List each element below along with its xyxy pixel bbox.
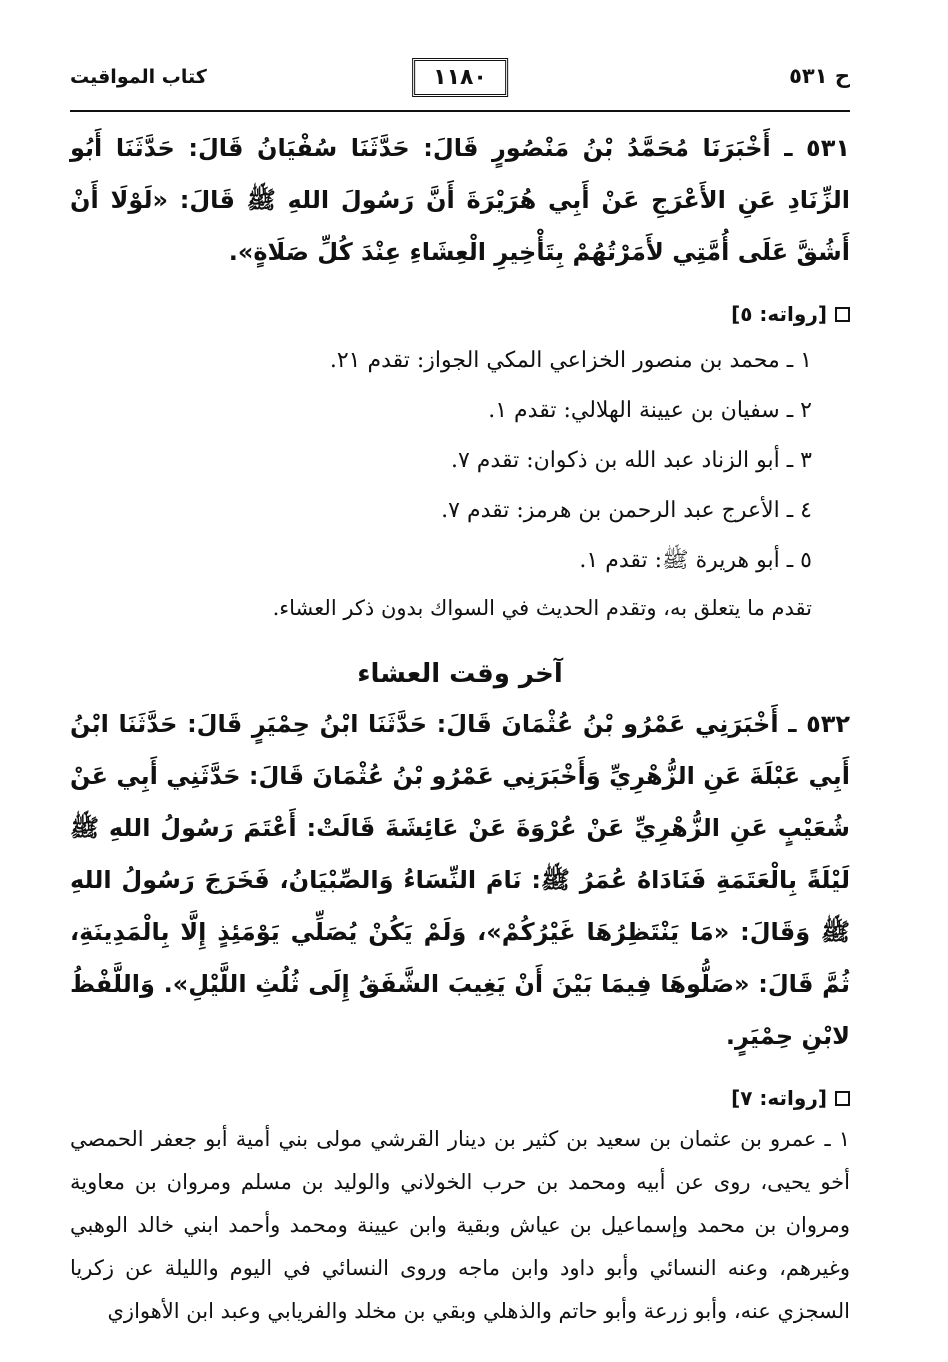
narrators-heading-label: [رواته: ٧] xyxy=(731,1086,827,1110)
hadith-532 xyxy=(70,698,850,1062)
section-title: آخر وقت العشاء xyxy=(357,659,563,689)
page-number: ١١٨٠ xyxy=(412,58,508,97)
list-item: ٣ ـ أبو الزناد عبد الله بن ذكوان: تقدم ٧. xyxy=(450,448,812,473)
narrators-heading xyxy=(70,1080,850,1116)
narrators-heading xyxy=(70,296,850,332)
list-item: ٥ ـ أبو هريرة ﷺ: تقدم ١. xyxy=(579,548,812,573)
narrator-biography: ١ ـ عمرو بن عثمان بن سعيد بن كثير بن دينار القرشي مولى بني أمية أبو جعفر الحمصي أخو يحيى، روى عن أبيه ومحمد بن حرب الخولاني والوليد بن مسلم ومروان بن معاوية ومروان بن محمد وإسماعيل بن عياش وبقية وابن عيينة ومحمد وأحمد ابني خالد الوهبي وغيرهم، وعنه النسائي وأبو داود وابن ماجه وروى النسائي في اليوم والليلة عن زكريا السجزي عنه، وأبو زرعة وأبو حاتم والذهلي وبقي بن مخلد والفريابي وعبد ابن الأهوازي xyxy=(70,1127,850,1323)
narrators-heading-label: [رواته: ٥] xyxy=(731,302,827,326)
square-bullet-icon xyxy=(835,1091,850,1106)
list-item: ٢ ـ سفيان بن عيينة الهلالي: تقدم ١. xyxy=(488,398,812,423)
narrators-list xyxy=(70,336,850,586)
hadith-text: أَخْبَرَنِي عَمْرُو بْنُ عُثْمَانَ قَالَ: حَدَّثَنَا ابْنُ حِمْيَرٍ قَالَ: حَدَّثَنَا ابْنُ أَبِي عَبْلَةَ عَنِ الزُّهْرِيِّ وَأَخْبَرَنِي عَمْرُو بْنُ عُثْمَانَ قَالَ: حَدَّثَنِي أَبِي عَنْ شُعَيْبٍ عَنِ الزُّهْرِيِّ عَنْ عُرْوَةَ عَنْ عَائِشَةَ قَالَتْ: أَعْتَمَ رَسُولُ اللهِ ﷺ لَيْلَةً بِالْعَتَمَةِ فَنَادَاهُ عُمَرُ ﷺ: نَامَ النِّسَاءُ وَالصِّبْيَانُ، فَخَرَجَ رَسُولُ اللهِ ﷺ وَقَالَ: «مَا يَنْتَظِرُهَا غَيْرُكُمْ»، وَلَمْ يَكُنْ يُصَلِّي يَوْمَئِذٍ إِلَّا بِالْمَدِينَةِ، ثُمَّ قَالَ: «صَلُّوهَا فِيمَا بَيْنَ أَنْ يَغِيبَ الشَّفَقُ إِلَى ثُلُثِ اللَّيْلِ». وَاللَّفْظُ لابْنِ حِمْيَرٍ. xyxy=(70,710,850,1050)
page-header xyxy=(70,52,850,112)
list-item: ١ ـ محمد بن منصور الخزاعي المكي الجواز: تقدم ٢١. xyxy=(329,348,812,373)
narrators-note: تقدم ما يتعلق به، وتقدم الحديث في السواك بدون ذكر العشاء. xyxy=(272,596,812,620)
list-item: ٤ ـ الأعرج عبد الرحمن بن هرمز: تقدم ٧. xyxy=(441,498,812,523)
hadith-531 xyxy=(70,122,850,278)
hadith-text: أَخْبَرَنَا مُحَمَّدُ بْنُ مَنْصُورٍ قَالَ: حَدَّثَنَا سُفْيَانُ قَالَ: حَدَّثَنَا أَبُو الزِّنَادِ عَنِ الأَعْرَجِ عَنْ أَبِي هُرَيْرَةَ أَنَّ رَسُولَ اللهِ ﷺ قَالَ: «لَوْلَا أَنْ أَشُقَّ عَلَى أُمَّتِي لأَمَرْتُهُمْ بِتَأْخِيرِ الْعِشَاءِ عِنْدَ كُلِّ صَلَاةٍ». xyxy=(70,134,850,266)
hadith-number: ٥٣١ ـ xyxy=(784,134,850,162)
hadith-number: ٥٣٢ ـ xyxy=(788,710,851,738)
book-page xyxy=(70,52,850,1333)
book-title: كتاب المواقيت xyxy=(70,66,207,88)
square-bullet-icon xyxy=(835,307,850,322)
hadith-range: ح ٥٣١ xyxy=(789,64,850,88)
